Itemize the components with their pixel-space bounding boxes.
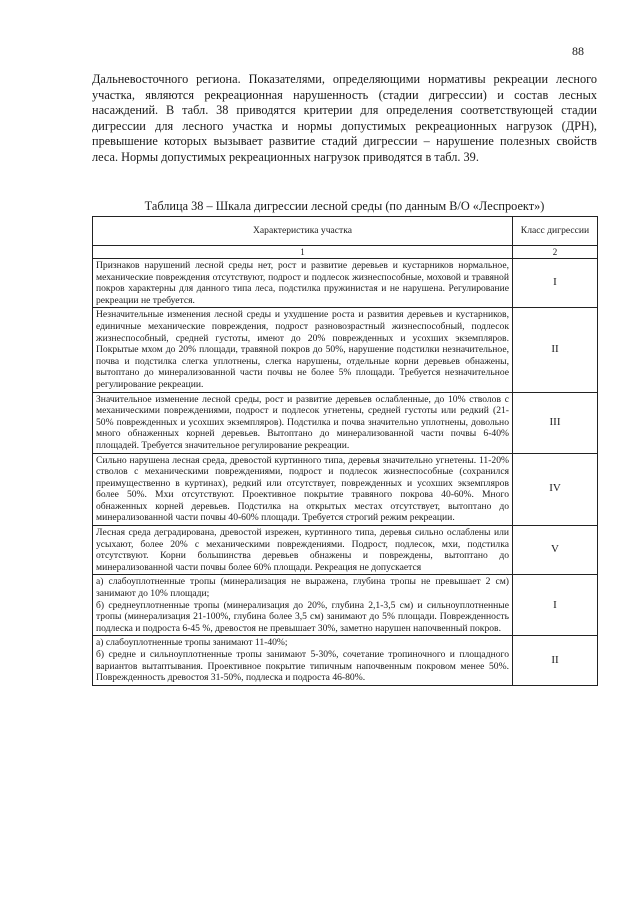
digression-scale-table [92,216,598,686]
table-row [93,308,598,392]
row-description: а) слабоуплотненные тропы занимают 11-40%; б) средне и сильноуплотненные тропы занимают 5-30%, сочетание тропиночного и площадного вариантов вытаптывания. Проективное покрытие типичным напочвенным покровом менее 50%. Поврежденность древостоя 31-50%, подлеска и подроста 46-80%. [93,636,513,685]
row-description: Сильно нарушена лесная среда, древостой куртинного типа, деревья значительно угнетены. 11-20% стволов с механическими повреждениями, подрост и подлесок жизнеспособные (сохранился преимущественно в куртинах), редкий или отсутствует, поврежденных и усохших экземпляров более 50%. Мхи отсутствуют. Проективное покрытие травяного покрова 40-60%. Много обнаженных корней деревьев. Подстилка на открытых местах отсутствует, вытоптано до минерализованной части почвы 40-60% площади. Требуется строгий режим рекреации. [93,453,513,526]
table-header-row [93,217,598,246]
page-number: 88 [572,44,584,58]
row-class: I [513,259,598,308]
table-row [93,392,598,453]
row-class: II [513,636,598,685]
intro-paragraph: Дальневосточного региона. Показателями, определяющими нормативы рекреации лесного участка, являются рекреационная нарушенность (стадии дигрессии) и состав лесных насаждений. В табл. 38 приводятся критерии для определения соответствующей стадии дигрессии для лесного участка и нормы допустимых рекреационных нагрузок (ДРН), превышение которых вызывает развитие стадий дигрессии – нарушение полезных свойств леса. Нормы допустимых рекреационных нагрузок приводятся в табл. 39. [92,72,597,164]
table-caption: Таблица 38 – Шкала дигрессии лесной среды (по данным В/О «Леспроект») [144,199,545,213]
column-header-class: Класс дигрессии [513,217,598,246]
column-number-row [93,246,598,259]
row-description: а) слабоуплотненные тропы (минерализация не выражена, глубина тропы не превышает 2 см) занимают до 10% площади; б) среднеуплотненные тропы (минерализация до 20%, глубина 2,1-3,5 см) и сильноуплотненные тропы (минерализация 21-100%, глубина более 3,5 см) занимают до 5% площади. Поврежденность подлеска и подроста 6-45 %, древостоя не превышает 30%, заметно нарушен напочвенный покров. [93,575,513,636]
row-class: IV [513,453,598,526]
row-class: II [513,308,598,392]
table-row [93,575,598,636]
row-description: Лесная среда деградирована, древостой изрежен, куртинного типа, деревья сильно ослаблены или усыхают, более 20% с механическими повреждениями. Подрост, подлесок, мхи, подстилка отсутствуют. Корни большинства деревьев обнажены и повреждены, вытоптано до минерализованной части почвы более 60% площади. Рекреация не допускается [93,526,513,575]
column-number: 2 [513,246,598,259]
row-class: V [513,526,598,575]
row-class: III [513,392,598,453]
table-row [93,453,598,526]
table-row [93,259,598,308]
column-header-characteristic: Характеристика участка [93,217,513,246]
table-row [93,636,598,685]
column-number: 1 [93,246,513,259]
row-description: Значительное изменение лесной среды, рост и развитие деревьев ослабленные, до 10% стволов с механическими повреждениями, подрост и подлесок угнетены, средней густоты или редкий (21-50% поврежденных и усохших экземпляров). Подстилка и почва значительно уплотнены, довольно много обнаженных корней деревьев. Вытоптано до минерализованной части почвы 6-40% площадей. Требуется значительное регулирование рекреации. [93,392,513,453]
row-description: Признаков нарушений лесной среды нет, рост и развитие деревьев и кустарников нормальное, механические повреждения отсутствуют, подрост и подлесок жизнеспособные, моховой и травяной покров характерны для данного типа леса, подстилка пружинистая и не нарушена. Регулирование рекреации не требуется. [93,259,513,308]
table-row [93,526,598,575]
row-class: I [513,575,598,636]
row-description: Незначительные изменения лесной среды и ухудшение роста и развития деревьев и кустарников, единичные механические повреждения, подрост разновозрастный жизнеспособный, подлесок жизнеспособный, средней густоты, имеют до 20% поврежденных и усохших экземпляров. Покрытые мхом до 20% площади, травяной покров до 50%, нарушение подстилки незначительное, почва и подстилка слегка уплотнены, слегка нарушены, отдельные корни деревьев обнажены, вытоптано до минерализованной части почвы не более 5% площади. Требуется незначительное регулирование рекреации. [93,308,513,392]
